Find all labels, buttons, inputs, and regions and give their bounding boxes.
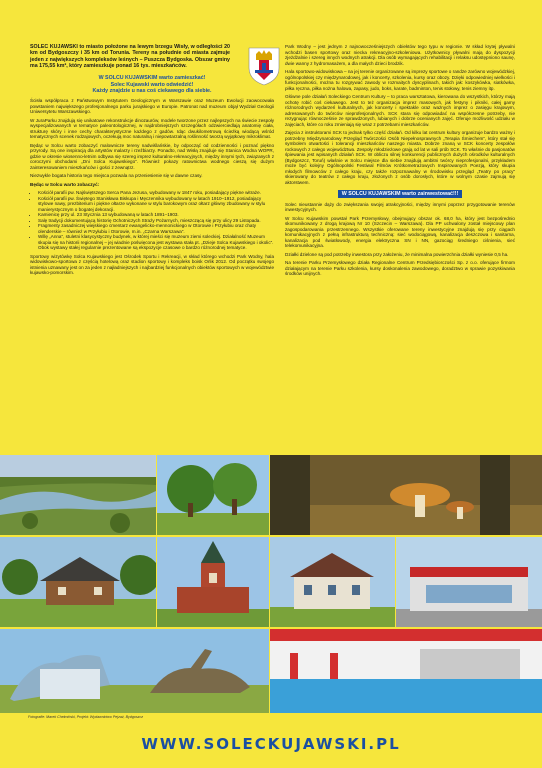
headline-live: W SOLCU KUJAWSKIM warto zamieszkać! xyxy=(98,75,206,82)
left-column xyxy=(30,44,274,279)
photo-dinosaur-park xyxy=(0,629,269,713)
paragraph-sports-center: Sportowy wizytówkę Solca Kujawskiego jest Ośrodek Sportu i Rekreacji, w skład którego wchodzi Park Wodny, hala widowiskowo-sportowa z częścią hotelową oraz stadion sportowy i kompleks boisk Orlik 2012. Od początku swojego istnienia uznawany jest on za jeden z najładniejszych i najbardziej funkcjonalnych obiektów sportowych w województwie kujawsko-pomorskim. xyxy=(30,253,274,276)
paragraph-vistula: Będąc w Solcu warto zobaczyć malownicze tereny nadwiślańskie, by odpocząć od codzienności i poznać piękno przyrody. Są one inspiracją dla artystów malarzy i rzeźbiarzy. Ponadto, nad Wisłą znajduje się Stanica Wodna WOPR, gdzie w okresie wiosenno-letnim odbywa się szereg imprez kulturalno-rekreacyjnych, między innymi tych, związanych z coroczymi obchodami „Dni Solca Kujawskiego”. Również pokazy ratownictwa wodnego cieszą się dużym zainteresowaniem mieszkańców i gości z zewnątrz. xyxy=(30,142,274,170)
paragraph-culture-events: Zajęcia z instruktorami SCK to jednak tylko część działań. Od kilku lat centrum kultury organizuje bardzo ważny i potrzebny Międzynarodowy Przegląd Twórczości Osób Niepełnosprawnych „Terapia Śmiechem”, który stał się symbolem otwartości i tolerancji mieszkańców naszego miasta. Dobrze znaną w SCK koncerty zespołów rockowych z całego województwa. Zespoły młodzieżowe grają od lat w sali prób SCK. To właśnie do pasjonatów śpiewania jest wpisanych działań SCK. W obliczu silnej konkurencji publicznych dużych ośrodków kulturalnych (Bydgoszcz, Toruń) właśnie w Solcu miejsce dla siebie znajdują ambitni twórcy nieprofesjonalni, przykładem może być kolejny Ogólnopolski Festiwal Filmów Krótkometrażowych Inspirowanych Poezją, który skupia młodych filmowców z całego kraju, czy także rozpoznawalny w środowisku przegląd „Teatry po pracy” skierowany do teatrów z całego kraju, złożonych z osób dorosłych, które w wolnym czasie zajmują się aktorstwem. xyxy=(285,130,515,185)
photo-sports-hall xyxy=(396,537,542,627)
list-item: • Salę tradycji dokumentującą historię Ochotniczych Straży Pożarnych, mieszczącą się przy ulicy 29 Listopada. xyxy=(38,218,274,224)
lead-text: to miasto położone na lewym brzegu Wisły, w odległości 20 km od Bydgoszczy i 35 km od Torunia. Tereny na południe od miasta zajmuje jeden z największych kompleksów leśnych – Puszcza Bydgoska. Obszar gminy ma 175,55 km², który zamieszkuje ponad 16 tys. mieszkańców. xyxy=(30,44,230,69)
paragraph-dinosaurs: W JuraParku znajdują się unikatowe rekonstrukcje dinozaurów, modele tworzone przez najlepszych na świecie zespoły wyspecjalizowanych w tematyce paleontologicznej, w najdrobniejszych szczegółach odzwierciedlają anatomię ciała, strukturę skóry i inne cechy charakterystyczne każdego z gadów. Idąc dwukilometrową ścieżką wiodącą wśród tematycznych scenek rodzajowych, oczekują moc naturalną i niepowtarzalną roślinność tworzą wyjątkowy mikroklimat. xyxy=(30,117,274,140)
headline-everyone: Każdy znajdzie u nas coś ciekawego dla siebie. xyxy=(92,88,212,95)
headline-invest-wrap xyxy=(285,191,515,198)
list-item: • Kamienicę przy ul. 23 Stycznia 13 wybudowaną w latach 1891–1903. xyxy=(38,212,274,218)
right-column xyxy=(285,44,515,280)
photo-church-tower xyxy=(157,537,269,627)
paragraph-history: Niezwykle bogata historia tego miejsca pozwala na przeniesienie się w dawne czasy. xyxy=(30,173,203,179)
website-url[interactable]: WWW.SOLECKUJAWSKI.PL xyxy=(141,735,401,753)
paragraph-invest-intro: Solec nieustannie dąży do zwiększania swojej atrakcyjności, między innymi poprzez przygotowanie terenów inwestycyjnych. xyxy=(285,201,515,212)
paragraph-jurapark: Ścisła współpraca z Państwowym Instytutem Geologicznym w Warszawie oraz Muzeum Ewolucji zaowocowała powstaniem największego profesjonalnego parku jurajskiego w Europie. Patronat nad muzeum objął Wydział Geologii Uniwersytetu Warszawskiego. xyxy=(30,98,274,115)
photo-swimming-pool xyxy=(270,629,542,713)
coat-of-arms-icon xyxy=(247,46,281,86)
paragraph-water-park: Park Wodny – jest jednym z najnowocześniejszych obiektów tego typu w regionie. W skład krytej pływalni wchodzi basen sportowy oraz niecka rekreacyjno-szkoleniowa. Użytkownicy pływalni mają do dyspozycji zjeżdżalnie i szereg innych wodnych atrakcji. Dla osób wymagających rehabilitacji i relaksu udostępniono saunę, dwie wanny z hydromasażem, a dla małych dzieci brodzik. xyxy=(285,44,515,66)
paragraph-industrial-park: W Solcu Kujawskim powstał Park Przemysłowy, obejmujący obszar ok. 68,0 ha, który jest bezpośrednio skomunikowany z drogą krajową Nr 10 (Szczecin – Warszawa). Dla PP uchwalony został miejscowy plan zagospodarowania przestrzennego. Wszystkie oferowane tereny inwestycyjne znajdują się przy ciągach komunikacyjnych z pełną infrastrukturą techniczną: sieć wodociągową, kanalizacja deszczowa i sanitarna, kanalizacja pod światłowody, energia elektryczna SN i NN, gazociąg średniego ciśnienia, sieć telekomunikacyjna. xyxy=(285,215,515,248)
photo-villa-anna xyxy=(270,537,395,627)
lead-paragraph xyxy=(30,44,230,69)
photo-collage xyxy=(0,455,542,713)
headline-visit: Solec Kujawski warto odwiedzić! xyxy=(110,82,194,89)
paragraph-culture-center: Główne pole działań Soleckiego Centrum Kultury – to praca warsztatowa, kierowana do wszystkich, którzy mają ochotę robić coś ciekawego. Jest to też organizacja imprez masowych, jak festyny i pikniki, całej gamy różnorodnych wydarzeń kulturalnych, jak koncerty i spektakle oraz ważnych imprez o zasięgu krajowym, adresowanych do twórców nieprofesjonalnych. SCK stara się odpowiadać na współczesne potrzeby, nie rezygnując równocześnie ze sprawdzonych, lubianych i dobrze ocenianych zajęć. Oferuje możliwość udziału w zajęciach, które co roku zmieniają się wraz z potrzebami mieszkańców. xyxy=(285,94,515,127)
paragraph-plots: Działki dzielone są pod potrzeby inwestora przy założeniu, że minimalna powierzchnia działki wyniesie 0,5 ha. xyxy=(285,251,509,257)
paragraph-worth-seeing: Będąc w Solcu warto zobaczyć: xyxy=(30,181,100,187)
headline-invest: W SOLCU KUJAWSKIM warto zainwestować!!! xyxy=(338,190,463,198)
list-item: • Kościół parafii pw. Świętego Stanisława Biskupa i Męczennika wybudowany w latach 1910–1912, posiadający stylowe nawy, prezbiterium i piękne ołtarze wykonane w stylu barokowym oraz ołtarz główny zbudowany w stylu manierystycznym o bogatej dekoracji. xyxy=(38,196,274,213)
photo-oak-trees xyxy=(157,455,269,535)
list-item: • Willę „Anna”, stuletni klasycystyczny budynek, w której mieści się muzeum ziemi soleckiej. Działalność Muzeum skupia się na historii regionalnej – jej wiadnie poświęcona jest wystawa stała pt. „Dzieje Solca Kujawskiego i okolic”. Obok wystawy stałej regularnie prezentowane są ekspozycje czasowe o bardzo różnorodnej tematyce. xyxy=(38,234,274,251)
sights-list xyxy=(30,190,274,251)
list-item: • Kościół parafii pw. Najświętszego Serca Pana Jezusa, wybudowany w 1847 roku, posiadający piękne witraże. xyxy=(38,190,274,196)
paragraph-sports-hall: Hala sportowo-widowiskowa – na jej terenie organizowane są imprezy sportowe o randze zarówno wojewódzkiej, ogólnopolskiej czy międzynarodowej, jak i koncerty, szkolenia, kursy oraz obozy. Dzięki odpowiedniej wielkości i funkcjonalności, można tu rozgrywać zawody w rozmaitych dyscyplinach, takich jak: koszykówka, siatkówka, piłka ręczna, piłka nożna halowa, zapasy, judo, boks, karate, badminton, tenis stołowy, tenis ziemny itp. xyxy=(285,69,515,91)
lead-town-name: SOLEC KUJAWSKI xyxy=(30,44,78,50)
list-item: • Fragmenty zasadniczej wiejskiego cmentarz ewangelicko-mennonickiego w Otorowie i Przyłubiu oraz chaty olenderskie – również w Przyłubiu i Otorowie, m.in. „Czarna Warszawa”. xyxy=(38,223,274,234)
photo-wooden-cottage xyxy=(0,537,156,627)
paragraph-enterprise-center: Na terenie Parku Przemysłowego działa Regionalne Centrum Przedsiębiorczości Sp. z o.o. oferujące firmom działającym na terenie Parku szkolenia, kursy doskonalenia zawodowego, doradztwo w sprawie pozyskiwania środków unijnych. xyxy=(285,260,515,276)
photo-credits: Fotografie: Marek Chełmiński, Projekt: Wydawnictwo Pejzaż, Bydgoszcz xyxy=(28,715,144,719)
photo-vistula-aerial xyxy=(0,455,156,535)
photo-mushrooms xyxy=(270,455,542,535)
